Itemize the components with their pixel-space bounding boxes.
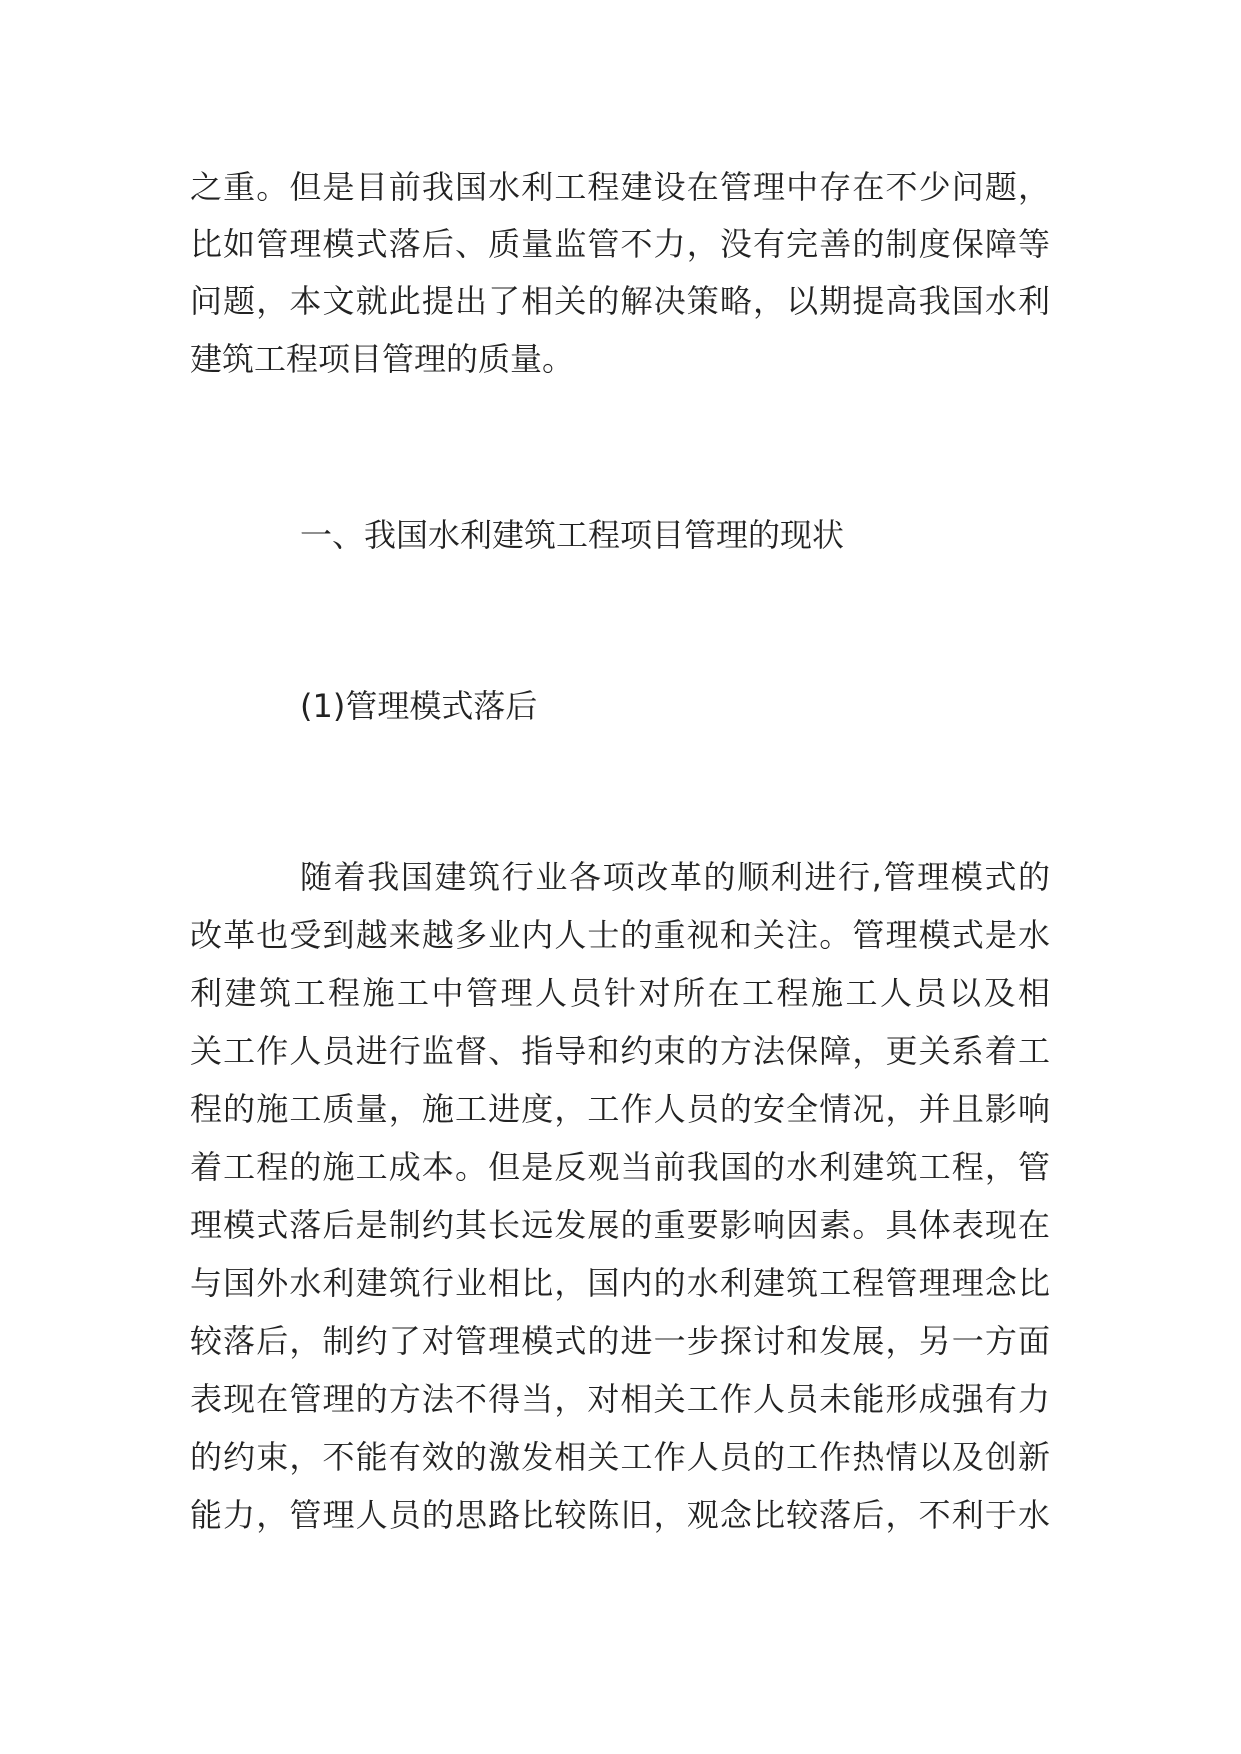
body-line-2: 改革也受到越来越多业内人士的重视和关注。管理模式是水 bbox=[190, 916, 1050, 954]
intro-line-2: 比如管理模式落后、质量监管不力，没有完善的制度保障等 bbox=[190, 225, 1050, 263]
section-heading: 一、我国水利建筑工程项目管理的现状 bbox=[300, 516, 845, 554]
body-line-9: 较落后，制约了对管理模式的进一步探讨和发展，另一方面 bbox=[190, 1322, 1050, 1360]
body-line-7: 理模式落后是制约其长远发展的重要影响因素。具体表现在 bbox=[190, 1206, 1050, 1244]
body-line-5: 程的施工质量，施工进度，工作人员的安全情况，并且影响 bbox=[190, 1090, 1050, 1128]
body-line-12: 能力，管理人员的思路比较陈旧，观念比较落后，不利于水 bbox=[190, 1496, 1050, 1534]
body-line-1: 随着我国建筑行业各项改革的顺利进行,管理模式的 bbox=[300, 858, 1050, 896]
subsection-heading: (1)管理模式落后 bbox=[300, 687, 538, 725]
intro-line-1: 之重。但是目前我国水利工程建设在管理中存在不少问题， bbox=[190, 168, 1050, 206]
body-line-3: 利建筑工程施工中管理人员针对所在工程施工人员以及相 bbox=[190, 974, 1050, 1012]
intro-line-3: 问题，本文就此提出了相关的解决策略，以期提高我国水利 bbox=[190, 282, 1050, 320]
body-line-10: 表现在管理的方法不得当，对相关工作人员未能形成强有力 bbox=[190, 1380, 1050, 1418]
body-line-6: 着工程的施工成本。但是反观当前我国的水利建筑工程，管 bbox=[190, 1148, 1050, 1186]
body-line-11: 的约束，不能有效的激发相关工作人员的工作热情以及创新 bbox=[190, 1438, 1050, 1476]
body-line-8: 与国外水利建筑行业相比，国内的水利建筑工程管理理念比 bbox=[190, 1264, 1050, 1302]
body-line-4: 关工作人员进行监督、指导和约束的方法保障，更关系着工 bbox=[190, 1032, 1050, 1070]
intro-line-4: 建筑工程项目管理的质量。 bbox=[190, 340, 575, 378]
